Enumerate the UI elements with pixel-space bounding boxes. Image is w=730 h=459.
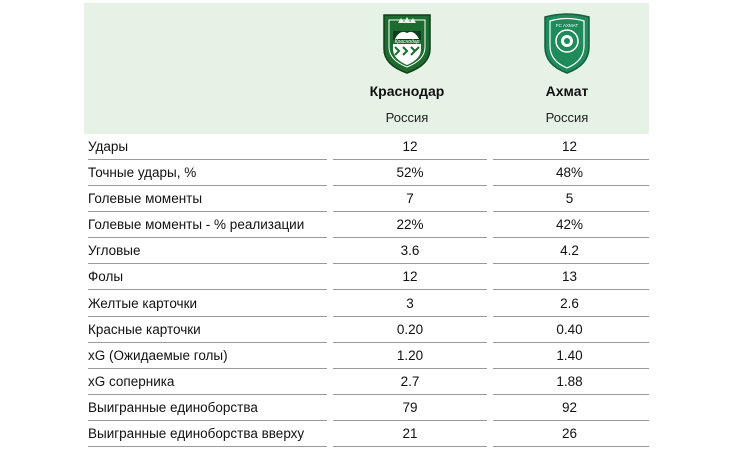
stat-label: Фолы — [88, 264, 330, 290]
stat-label: xG (Ожидаемые голы) — [88, 343, 330, 369]
away-value: 2.6 — [490, 291, 649, 317]
away-team-name: Ахмат — [545, 83, 589, 99]
column-gap — [487, 317, 493, 343]
home-value: 12 — [330, 134, 490, 160]
table-row — [84, 160, 649, 186]
home-value: 3 — [330, 291, 490, 317]
column-gap — [327, 395, 333, 421]
table-row — [84, 421, 649, 447]
column-gap — [487, 343, 493, 369]
akhmat-logo-text: FC АХМАТ — [555, 23, 579, 28]
krasnodar-logo-text: Краснодар — [394, 39, 420, 45]
home-value: 7 — [330, 186, 490, 212]
table-row — [84, 369, 649, 395]
away-value: 48% — [490, 160, 649, 186]
akhmat-crest-icon — [540, 11, 594, 75]
column-gap — [487, 186, 493, 212]
column-gap — [327, 343, 333, 369]
table-row — [84, 264, 649, 290]
stat-label: xG соперника — [88, 369, 330, 395]
column-gap — [327, 317, 333, 343]
table-row — [84, 291, 649, 317]
stats-table — [84, 134, 649, 447]
home-value: 52% — [330, 160, 490, 186]
column-gap — [327, 369, 333, 395]
column-gap — [487, 134, 493, 160]
stat-label: Выигранные единоборства — [88, 395, 330, 421]
stat-label: Угловые — [88, 238, 330, 264]
home-value: 22% — [330, 212, 490, 238]
away-value: 0.40 — [490, 317, 649, 343]
home-team-country: Россия — [385, 110, 429, 125]
away-team-country: Россия — [545, 110, 589, 125]
column-gap — [327, 186, 333, 212]
table-row — [84, 343, 649, 369]
away-value: 13 — [490, 264, 649, 290]
column-gap — [327, 212, 333, 238]
column-gap — [327, 291, 333, 317]
krasnodar-crest-icon — [380, 11, 434, 75]
column-gap — [487, 421, 493, 447]
home-value: 12 — [330, 264, 490, 290]
away-value: 12 — [490, 134, 649, 160]
column-gap — [327, 160, 333, 186]
stat-label: Желтые карточки — [88, 291, 330, 317]
stat-label: Выигранные единоборства вверху — [88, 421, 330, 447]
column-gap — [487, 395, 493, 421]
away-value: 26 — [490, 421, 649, 447]
column-gap — [487, 264, 493, 290]
home-value: 2.7 — [330, 369, 490, 395]
table-row — [84, 186, 649, 212]
column-gap — [487, 160, 493, 186]
table-row — [84, 134, 649, 160]
column-gap — [327, 238, 333, 264]
home-value: 0.20 — [330, 317, 490, 343]
column-gap — [327, 134, 333, 160]
stat-label: Точные удары, % — [88, 160, 330, 186]
table-row — [84, 395, 649, 421]
stat-label: Красные карточки — [88, 317, 330, 343]
table-row — [84, 238, 649, 264]
stat-label: Удары — [88, 134, 330, 160]
away-value: 42% — [490, 212, 649, 238]
column-gap — [487, 238, 493, 264]
home-value: 21 — [330, 421, 490, 447]
home-team-name: Краснодар — [369, 83, 445, 99]
away-value: 1.40 — [490, 343, 649, 369]
away-value: 1.88 — [490, 369, 649, 395]
stat-label: Голевые моменты - % реализации — [88, 212, 330, 238]
home-value: 79 — [330, 395, 490, 421]
away-value: 4.2 — [490, 238, 649, 264]
home-value: 1.20 — [330, 343, 490, 369]
column-gap — [487, 369, 493, 395]
column-gap — [327, 421, 333, 447]
table-header — [84, 3, 649, 134]
table-row — [84, 317, 649, 343]
column-gap — [327, 264, 333, 290]
away-value: 5 — [490, 186, 649, 212]
away-value: 92 — [490, 395, 649, 421]
column-gap — [487, 212, 493, 238]
home-value: 3.6 — [330, 238, 490, 264]
stat-label: Голевые моменты — [88, 186, 330, 212]
table-row — [84, 212, 649, 238]
column-gap — [487, 291, 493, 317]
